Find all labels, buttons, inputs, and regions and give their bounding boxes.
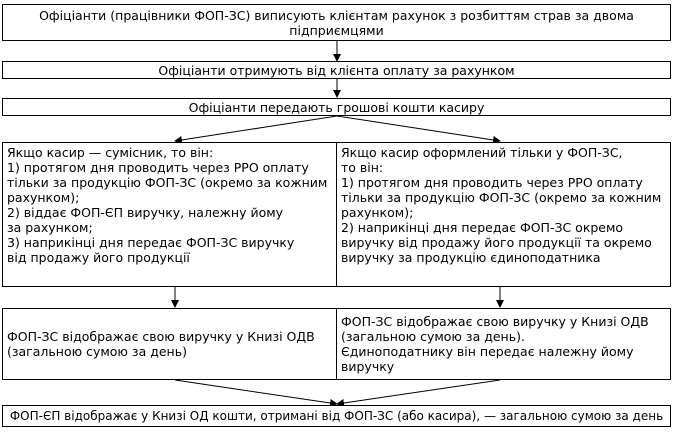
right-branch-line: 1) протягом дня проводить через РРО оплату: [341, 175, 643, 190]
left-result-line: (загальною сумою за день): [7, 344, 187, 359]
step2-box: [2, 61, 671, 79]
left-branch-line: тільки за продукцію ФОП-ЗС (окремо за кожним: [7, 175, 328, 190]
arrow-left-result-to-final: [175, 380, 337, 404]
left-result-box: [2, 308, 337, 380]
right-branch-line: то він:: [341, 160, 384, 175]
right-branch-line: рахунком);: [341, 205, 414, 220]
step2-text: Офіціанти отримують від клієнта оплату за рахунком: [158, 62, 515, 78]
step1-line-1: Офіціанти (працівники ФОП-ЗС) виписують клієнтам рахунок з розбиттям страв за двома: [39, 7, 634, 23]
right-branch-box: [336, 142, 671, 287]
arrow-step3-to-right: [337, 116, 500, 141]
left-branch-box: [2, 142, 337, 287]
right-branch-line: тільки за продукцію ФОП-ЗС (окремо за кожним: [341, 190, 662, 205]
left-branch-line: 1) протягом дня проводить через РРО оплату: [7, 160, 309, 175]
right-result-line: (загальною сумою за день).: [341, 329, 525, 344]
left-branch-line: рахунком);: [7, 190, 80, 205]
right-branch-line: Якщо касир оформлений тільки у ФОП-ЗС,: [341, 145, 623, 160]
left-branch-line: 3) наприкінці дня передає ФОП-ЗС виручку: [7, 235, 295, 250]
final-box: [2, 405, 671, 427]
left-result-line: ФОП-ЗС відображає свою виручку у Книзі ОДВ: [7, 329, 315, 344]
arrow-step3-to-left: [175, 116, 337, 141]
right-branch-line: виручку від продажу його продукції та окремо: [341, 235, 652, 250]
step1-box: [2, 4, 671, 41]
right-result-line: виручку: [341, 359, 395, 374]
left-branch-line: Якщо касир — сумісник, то він:: [7, 145, 214, 160]
right-result-line: ФОП-ЗС відображає свою виручку у Книзі ОДВ: [341, 314, 649, 329]
step3-text: Офіціанти передають грошові кошти касиру: [188, 99, 485, 115]
step1-line-2: підприємцями: [289, 22, 384, 38]
right-branch-line: 2) наприкінці дня передає ФОП-ЗС окремо: [341, 220, 624, 235]
right-result-line: Єдиноподатнику він передає належну йому: [341, 344, 634, 359]
right-result-box: [336, 308, 671, 380]
final-text: ФОП-ЄП відображає у Книзі ОД кошти, отримані від ФОП-ЗС (або касира), — загальною сумою за день: [9, 408, 664, 423]
left-branch-line: від продажу його продукції: [7, 250, 190, 265]
arrow-right-result-to-final: [337, 380, 500, 404]
right-branch-line: виручку за продукцію єдиноподатника: [341, 250, 601, 265]
left-branch-line: за рахунком;: [7, 220, 93, 235]
step3-box: [2, 98, 671, 116]
left-branch-line: 2) віддає ФОП-ЄП виручку, належну йому: [7, 205, 284, 220]
